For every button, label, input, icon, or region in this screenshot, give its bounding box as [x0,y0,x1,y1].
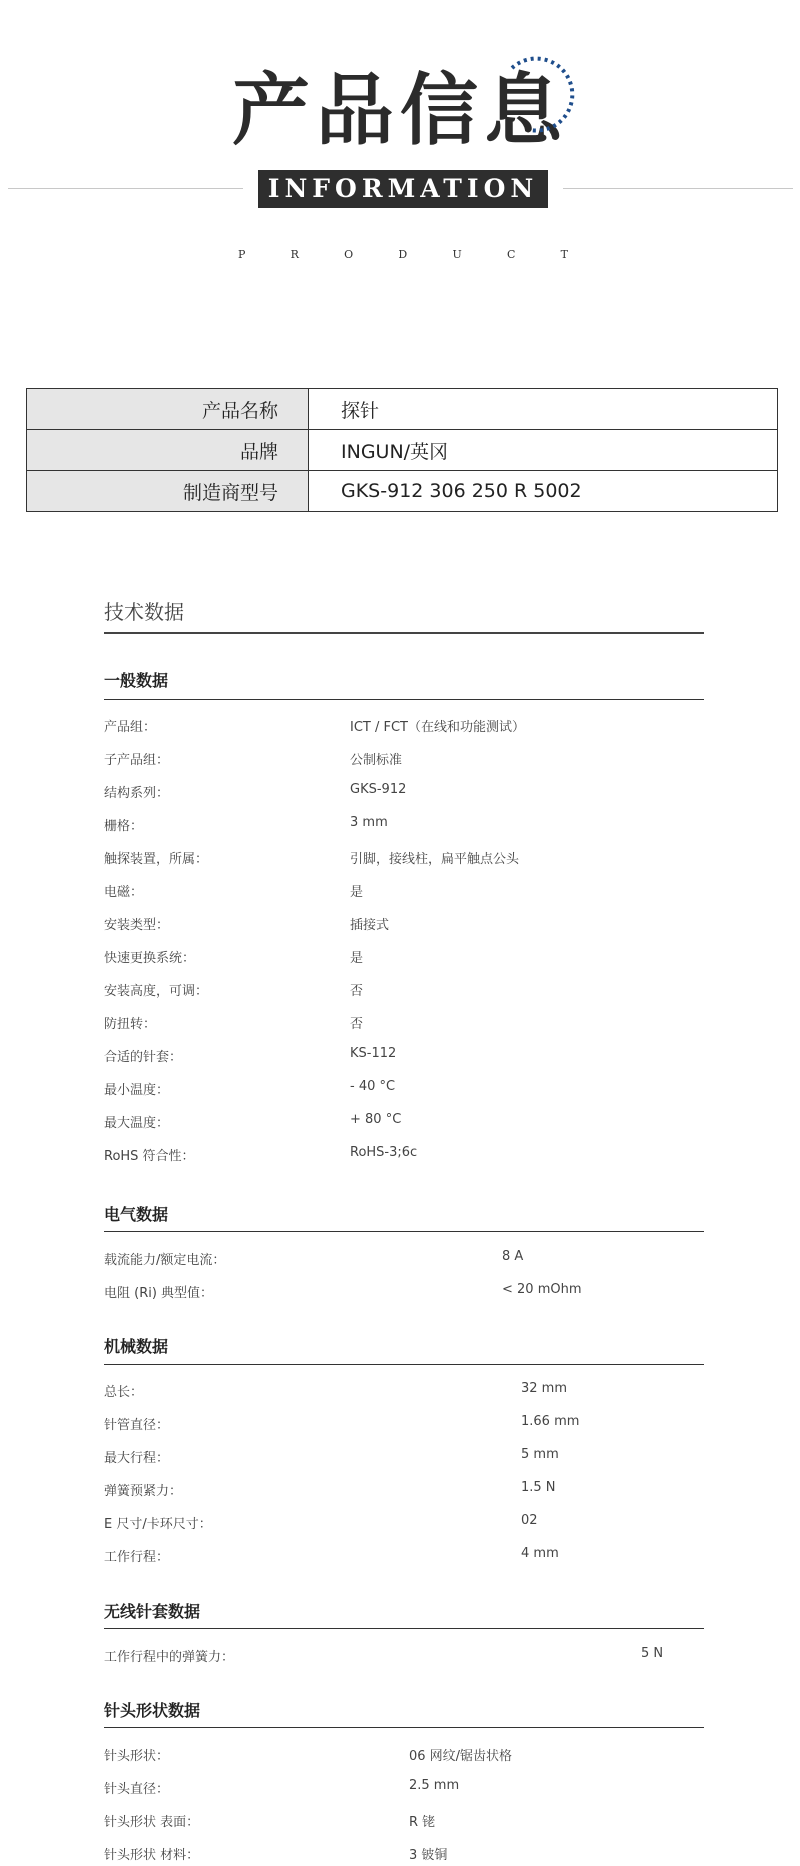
row-label: 针头形状： [104,1749,170,1764]
row-value: < 20 mOhm [502,1282,582,1297]
product-letter: R [290,248,299,261]
basic-value: INGUN/英冈 [309,430,778,471]
row-value: 32 mm [521,1381,568,1396]
product-letter: D [398,248,408,261]
row-value: 否 [350,984,364,999]
row-label: 电阻 (Ri) 典型值： [104,1286,214,1301]
table-row [27,430,778,471]
row-label: 工作行程： [104,1550,170,1565]
row-value: R 铑 [409,1815,436,1830]
row-value: + 80 °C [350,1112,402,1127]
row-value: 5 mm [521,1447,559,1462]
row-value: RoHS-3;6c [350,1145,418,1160]
product-letter: T [560,248,568,261]
row-value: 插接式 [350,918,390,933]
basic-value: GKS-912 306 250 R 5002 [309,471,778,512]
section-title-electrical: 电气数据 [104,1205,169,1224]
row-label: 弹簧预紧力： [104,1484,183,1499]
section-rule [104,1628,704,1629]
page-title-cn: 产品信息 [231,65,568,156]
row-label: 安装类型： [104,918,170,933]
row-value: 1.66 mm [521,1414,580,1429]
row-value: 2.5 mm [409,1778,460,1793]
row-label: 工作行程中的弹簧力： [104,1650,235,1665]
row-label: 安装高度，可调： [104,984,209,999]
row-value: 02 [521,1513,538,1528]
row-label: 栅格： [104,819,144,834]
row-value: - 40 °C [350,1079,396,1094]
row-label: 针管直径： [104,1418,170,1433]
tech-data-rule [104,632,704,634]
row-value: 是 [350,951,364,966]
row-label: 快速更换系统： [104,951,196,966]
row-label: 结构系列： [104,786,170,801]
row-label: 防扭转： [104,1017,157,1032]
row-label: 针头形状 材料： [104,1848,200,1863]
tech-data-title: 技术数据 [104,600,184,624]
row-label: 载流能力/额定电流： [104,1253,226,1268]
decorative-arc-icon [500,50,590,140]
product-letter: O [344,248,354,261]
product-letter: C [506,248,516,261]
row-value: 否 [350,1017,364,1032]
basic-value: 探针 [309,389,778,430]
row-value: 3 铍铜 [409,1848,448,1863]
row-label: 针头形状 表面： [104,1815,200,1830]
row-label: 总长： [104,1385,144,1400]
row-value: 公制标准 [350,753,403,768]
row-value: 8 A [502,1249,524,1264]
row-label: 产品组： [104,720,157,735]
row-label: 最小温度： [104,1083,170,1098]
row-label: 最大温度： [104,1116,170,1131]
row-value: 4 mm [521,1546,559,1561]
header-divider-right [563,188,793,189]
row-value: KS-112 [350,1046,397,1061]
product-basic-table [26,388,778,512]
information-banner: INFORMATION [258,170,548,208]
basic-label: 产品名称 [27,389,309,430]
basic-label: 制造商型号 [27,471,309,512]
row-value: 是 [350,885,364,900]
product-letter: P [238,248,246,261]
row-value: 3 mm [350,815,388,830]
basic-label: 品牌 [27,430,309,471]
table-row [27,471,778,512]
row-value: 1.5 N [521,1480,556,1495]
header-divider-left [8,188,243,189]
table-row [27,389,778,430]
row-label: E 尺寸/卡环尺寸： [104,1517,212,1532]
section-rule [104,1727,704,1728]
row-label: 最大行程： [104,1451,170,1466]
row-value: 06 网纹/锯齿状格 [409,1749,513,1764]
section-title-tip: 针头形状数据 [104,1701,201,1720]
product-letter: U [452,248,462,261]
section-title-wireless: 无线针套数据 [104,1602,201,1621]
section-title-mechanical: 机械数据 [104,1337,169,1356]
product-letter-row [238,248,568,261]
section-rule [104,699,704,700]
row-label: 合适的针套： [104,1050,183,1065]
row-value: ICT / FCT（在线和功能测试） [350,720,525,735]
row-label: 触探装置，所属： [104,852,209,867]
row-label: RoHS 符合性： [104,1149,195,1164]
row-label: 电磁： [104,885,144,900]
row-label: 子产品组： [104,753,170,768]
row-label: 针头直径： [104,1782,170,1797]
row-value: 引脚，接线柱，扁平触点公头 [350,852,520,867]
section-title-general: 一般数据 [104,671,169,690]
row-value: 5 N [641,1646,664,1661]
section-rule [104,1231,704,1232]
section-rule [104,1364,704,1365]
row-value: GKS-912 [350,782,407,797]
